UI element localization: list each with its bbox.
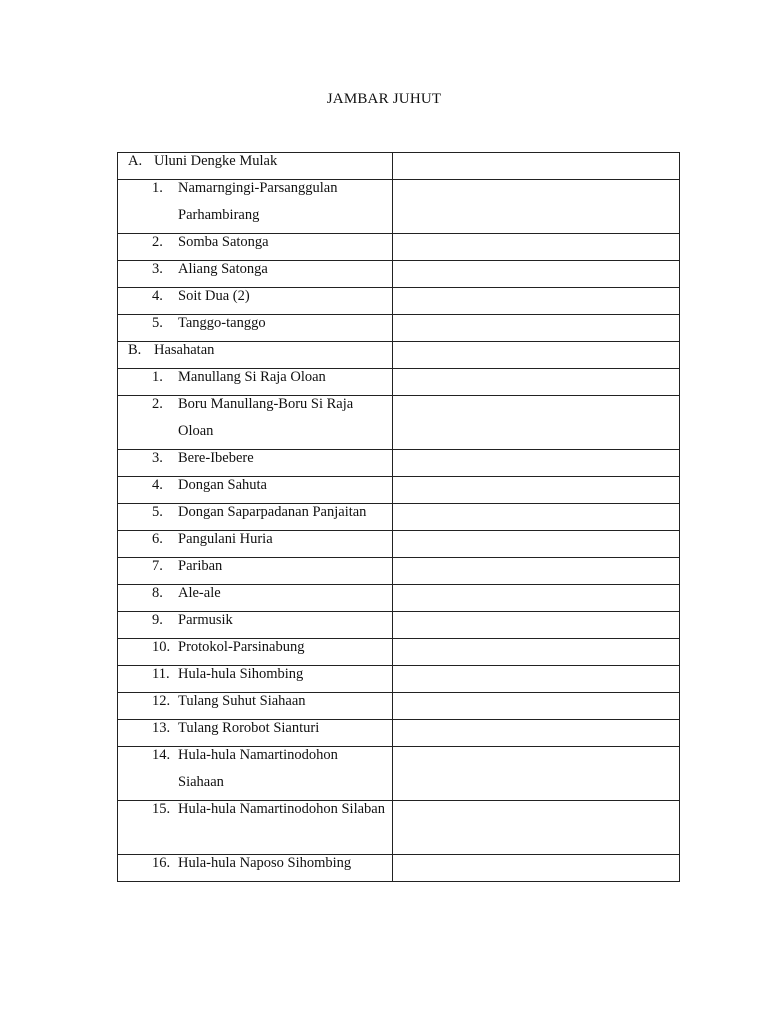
blank-entry-cell — [393, 342, 680, 369]
table-row — [118, 801, 680, 855]
item-number: 8. — [152, 585, 163, 601]
cell-content — [118, 364, 392, 391]
cell-content — [118, 553, 392, 580]
cell-content — [118, 283, 392, 310]
blank-entry-cell — [393, 666, 680, 693]
item-label: Ale-ale — [178, 585, 221, 601]
item-number: 5. — [152, 315, 163, 331]
blank-entry-cell — [393, 720, 680, 747]
item-label: Tulang Suhut Siahaan — [178, 693, 306, 709]
item-number: 7. — [152, 558, 163, 574]
item-number: 10. — [152, 639, 171, 655]
section-letter: B. — [128, 342, 142, 358]
item-number: 14. — [152, 747, 171, 763]
item-number: 3. — [152, 261, 163, 277]
item-label: Dongan Saparpadanan Panjaitan — [178, 504, 367, 520]
cell-content — [118, 688, 392, 715]
blank-entry-cell — [393, 531, 680, 558]
cell-content — [118, 229, 392, 256]
item-name-cell — [118, 801, 393, 855]
blank-entry-cell — [393, 639, 680, 666]
item-number: 16. — [152, 855, 171, 871]
item-label: Aliang Satonga — [178, 261, 268, 277]
item-number: 5. — [152, 504, 163, 520]
cell-content — [118, 742, 392, 796]
cell-content — [118, 153, 392, 170]
blank-entry-cell — [393, 261, 680, 288]
cell-content — [118, 342, 392, 359]
blank-entry-cell — [393, 153, 680, 180]
cell-content — [118, 634, 392, 661]
section-letter: A. — [128, 153, 143, 169]
cell-content — [118, 391, 392, 445]
section-title: Uluni Dengke Mulak — [154, 153, 278, 169]
item-number: 4. — [152, 477, 163, 493]
blank-entry-cell — [393, 180, 680, 234]
item-number: 13. — [152, 720, 171, 736]
table-row — [118, 180, 680, 234]
blank-entry-cell — [393, 585, 680, 612]
item-name-cell — [118, 396, 393, 450]
item-label: Soit Dua (2) — [178, 288, 250, 304]
cell-content — [118, 526, 392, 553]
blank-entry-cell — [393, 693, 680, 720]
table-row — [118, 396, 680, 450]
cell-content — [118, 310, 392, 337]
item-number: 2. — [152, 234, 163, 250]
blank-entry-cell — [393, 504, 680, 531]
item-label: Boru Manullang-Boru Si Raja Oloan — [178, 396, 354, 439]
blank-entry-cell — [393, 315, 680, 342]
item-number: 1. — [152, 369, 163, 385]
item-label: Pangulani Huria — [178, 531, 273, 547]
item-name-cell — [118, 747, 393, 801]
item-number: 12. — [152, 693, 171, 709]
item-name-cell — [118, 180, 393, 234]
item-label: Somba Satonga — [178, 234, 269, 250]
item-label: Hula-hula Naposo Sihombing — [178, 855, 352, 871]
item-label: Hula-hula Namartinodohon Siahaan — [178, 747, 338, 790]
item-number: 11. — [152, 666, 170, 682]
item-number: 4. — [152, 288, 163, 304]
blank-entry-cell — [393, 801, 680, 855]
item-label: Tulang Rorobot Sianturi — [178, 720, 320, 736]
item-name-cell — [118, 855, 393, 882]
table-row — [118, 855, 680, 882]
item-number: 1. — [152, 180, 163, 196]
item-number: 3. — [152, 450, 163, 466]
table-body — [118, 153, 680, 882]
item-name-cell — [118, 315, 393, 342]
cell-content — [118, 445, 392, 472]
item-label: Namarngingi-Parsanggulan Parhambirang — [178, 180, 338, 223]
blank-entry-cell — [393, 747, 680, 801]
item-number: 9. — [152, 612, 163, 628]
item-number: 15. — [152, 801, 171, 817]
cell-content — [118, 256, 392, 283]
blank-entry-cell — [393, 612, 680, 639]
cell-content — [118, 661, 392, 688]
item-label: Protokol-Parsinabung — [178, 639, 305, 655]
jambar-table — [117, 152, 680, 882]
blank-entry-cell — [393, 288, 680, 315]
page-title: JAMBAR JUHUT — [326, 91, 442, 107]
cell-content — [118, 499, 392, 526]
blank-entry-cell — [393, 855, 680, 882]
table-row — [118, 315, 680, 342]
item-label: Hula-hula Sihombing — [178, 666, 304, 682]
cell-content — [118, 796, 392, 823]
item-label: Tanggo-tanggo — [178, 315, 266, 331]
blank-entry-cell — [393, 450, 680, 477]
blank-entry-cell — [393, 369, 680, 396]
item-label: Manullang Si Raja Oloan — [178, 369, 326, 385]
blank-entry-cell — [393, 558, 680, 585]
cell-content — [118, 850, 392, 877]
blank-entry-cell — [393, 477, 680, 504]
blank-entry-cell — [393, 396, 680, 450]
cell-content — [118, 607, 392, 634]
blank-entry-cell — [393, 234, 680, 261]
section-title: Hasahatan — [154, 342, 215, 358]
item-label: Hula-hula Namartinodohon Silaban — [178, 801, 385, 817]
item-label: Dongan Sahuta — [178, 477, 267, 493]
table-row — [118, 747, 680, 801]
cell-content — [118, 472, 392, 499]
item-label: Parmusik — [178, 612, 233, 628]
item-label: Bere-Ibebere — [178, 450, 254, 466]
cell-content — [118, 580, 392, 607]
cell-content — [118, 175, 392, 229]
cell-content — [118, 715, 392, 742]
item-number: 2. — [152, 396, 163, 412]
item-label: Pariban — [178, 558, 223, 574]
item-number: 6. — [152, 531, 163, 547]
